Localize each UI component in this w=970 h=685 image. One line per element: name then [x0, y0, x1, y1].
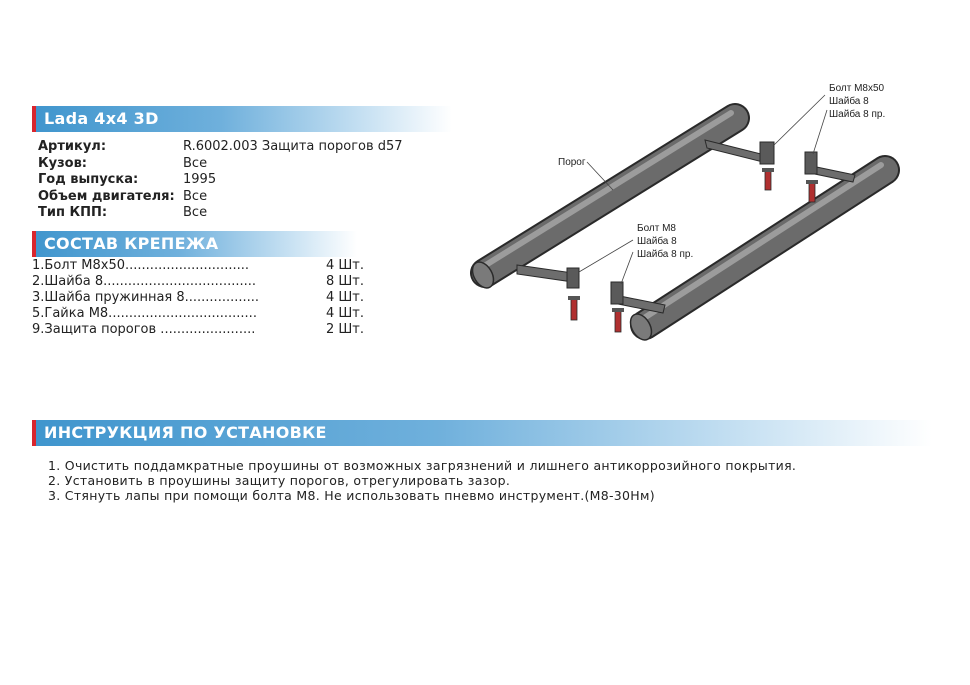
- part-qty: 4 Шт.: [326, 306, 365, 321]
- callout-porog: Порог: [558, 157, 586, 168]
- list-item: [32, 322, 376, 338]
- part-name: 3.Шайба пружинная 8..................: [32, 290, 260, 305]
- spec-value: 1995: [183, 172, 217, 187]
- spec-label: Кузов:: [38, 155, 88, 171]
- left-tube: [468, 113, 735, 292]
- callout-line: Шайба 8 пр.: [829, 109, 886, 120]
- spec-row: [38, 156, 403, 173]
- red-accent: [32, 231, 36, 257]
- red-accent: [32, 106, 36, 132]
- spec-value: Все: [183, 205, 208, 220]
- part-qty: 4 Шт.: [326, 290, 365, 305]
- spec-row: [38, 189, 403, 206]
- spec-label: Артикул:: [38, 139, 107, 154]
- instruction-step: 1. Очистить поддамкратные проушины от возможных загрязнений и лишнего антикоррозийного покрытия.: [48, 458, 797, 473]
- callout-top: [829, 82, 885, 121]
- callout-line: Болт М8: [637, 223, 676, 234]
- instruction-step: 2. Установить в проушины защиту порогов, отрегулировать зазор.: [48, 473, 511, 488]
- part-name: 1.Болт М8х50..............................: [32, 258, 249, 273]
- parts-list: [32, 258, 376, 338]
- spec-table: [38, 139, 403, 222]
- spec-label: Год выпуска:: [38, 172, 139, 187]
- bracket-upper-left: [705, 140, 774, 190]
- spec-label: Тип КПП:: [38, 205, 108, 220]
- part-name: 9.Защита порогов .......................: [32, 322, 256, 337]
- callout-line: Шайба 8: [829, 96, 869, 107]
- part-name: 2.Шайба 8.....................................: [32, 274, 257, 289]
- list-item: [32, 290, 376, 306]
- callout-line: Шайба 8 пр.: [637, 249, 694, 260]
- install-instructions: [48, 458, 796, 503]
- install-title: ИНСТРУКЦИЯ ПО УСТАНОВКЕ: [44, 423, 327, 442]
- instruction-step: 3. Стянуть лапы при помощи болта М8. Не использовать пневмо инструмент.(М8-30Нм): [48, 488, 655, 503]
- parts-banner: [32, 231, 357, 257]
- part-name: 5.Гайка М8....................................: [32, 306, 257, 321]
- red-accent: [32, 420, 36, 446]
- callout-line: Болт М8х50: [829, 83, 885, 94]
- spec-label: Объем двигателя:: [38, 188, 175, 204]
- bracket-lower-left: [517, 265, 580, 320]
- list-item: [32, 274, 376, 290]
- part-qty: 8 Шт.: [326, 274, 365, 289]
- spec-value: R.6002.003 Защита порогов d57: [183, 139, 403, 154]
- list-item: [32, 258, 376, 274]
- part-qty: 4 Шт.: [326, 258, 365, 273]
- install-banner: [32, 420, 932, 446]
- callout-mid: [637, 222, 693, 261]
- parts-title: СОСТАВ КРЕПЕЖА: [44, 234, 219, 253]
- part-qty: 2 Шт.: [326, 322, 365, 337]
- list-item: [32, 306, 376, 322]
- model-title: Lada 4x4 3D: [44, 109, 159, 128]
- spec-value: Все: [183, 188, 208, 204]
- spec-row: [38, 205, 403, 222]
- model-banner: [32, 106, 452, 132]
- spec-row: [38, 172, 403, 189]
- spec-row: [38, 139, 403, 156]
- callout-line: Шайба 8: [637, 236, 677, 247]
- spec-value: Все: [183, 155, 208, 171]
